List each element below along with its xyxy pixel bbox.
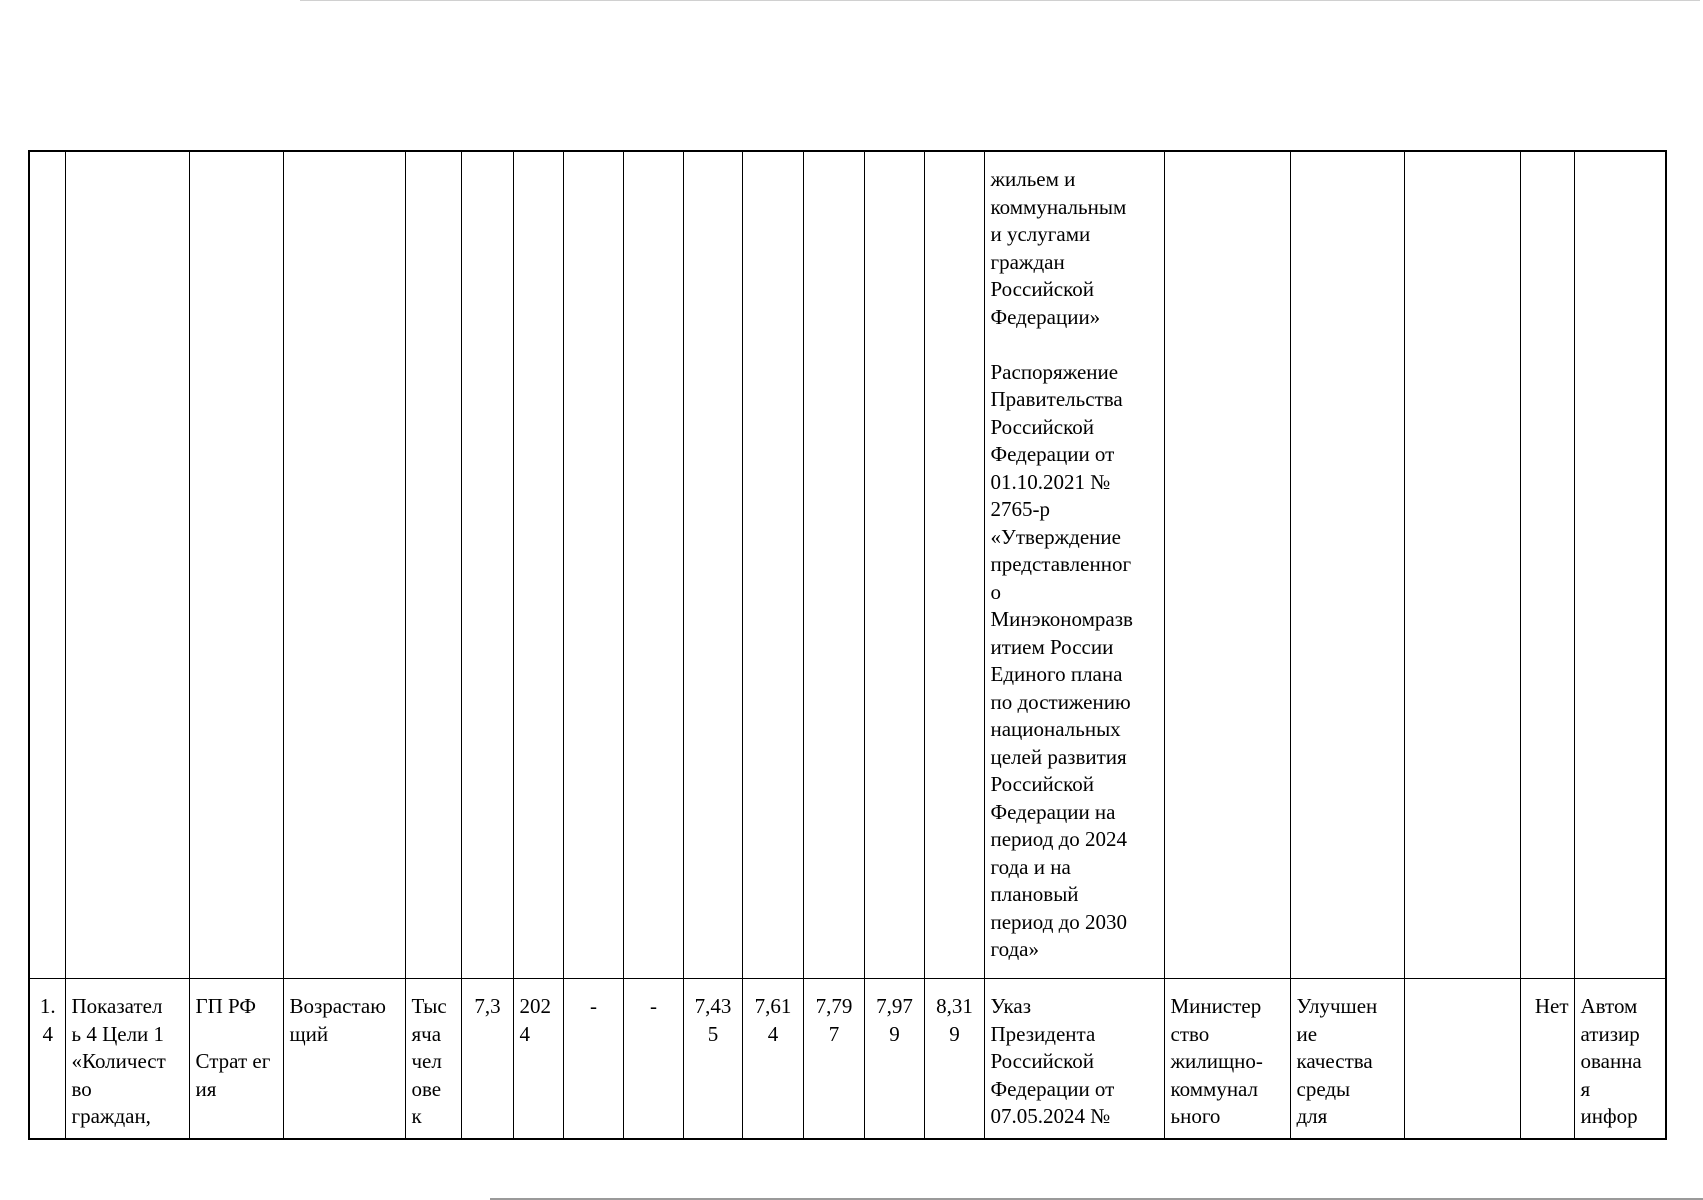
cell-empty bbox=[1520, 151, 1574, 979]
cell-value-2: - bbox=[623, 979, 683, 1140]
cell-empty bbox=[563, 151, 623, 979]
cell-empty bbox=[1164, 151, 1290, 979]
cell-info-system: Автом атизир ованна я инфор bbox=[1574, 979, 1666, 1140]
cell-empty bbox=[1404, 151, 1520, 979]
cell-responsible: Министер ство жилищно- коммунал ьного bbox=[1164, 979, 1290, 1140]
cell-empty bbox=[283, 151, 405, 979]
cell-empty bbox=[742, 151, 803, 979]
cell-empty bbox=[29, 151, 65, 979]
cell-level: ГП РФ Страт ег ия bbox=[189, 979, 283, 1140]
cell-empty bbox=[803, 151, 864, 979]
cell-value-1: - bbox=[563, 979, 623, 1140]
cell-row-number: 1. 4 bbox=[29, 979, 65, 1140]
cell-empty bbox=[65, 151, 189, 979]
cell-empty bbox=[864, 151, 924, 979]
table-row-continued bbox=[29, 151, 1666, 979]
cell-empty bbox=[924, 151, 984, 979]
cell-empty bbox=[1574, 151, 1666, 979]
cell-trend: Возрастаю щий bbox=[283, 979, 405, 1140]
cell-empty bbox=[405, 151, 461, 979]
cell-empty bbox=[623, 151, 683, 979]
cell-link: Улучшен ие качества среды для bbox=[1290, 979, 1404, 1140]
cell-value-6: 7,97 9 bbox=[864, 979, 924, 1140]
cell-legal-basis: Указ Президента Российской Федерации от 07.05.2024 № bbox=[984, 979, 1164, 1140]
cell-empty bbox=[189, 151, 283, 979]
cell-empty bbox=[1290, 151, 1404, 979]
cell-empty bbox=[683, 151, 742, 979]
table-row-indicator-1-4 bbox=[29, 979, 1666, 1140]
cell-base-value: 7,3 bbox=[461, 979, 513, 1140]
scan-edge-top bbox=[300, 0, 1700, 1]
cell-empty bbox=[513, 151, 563, 979]
cell-value-4: 7,61 4 bbox=[742, 979, 803, 1140]
cell-value-7: 8,31 9 bbox=[924, 979, 984, 1140]
cell-empty bbox=[461, 151, 513, 979]
cell-base-year: 202 4 bbox=[513, 979, 563, 1140]
cell-value-5: 7,79 7 bbox=[803, 979, 864, 1140]
cell-legal-basis-continued: жильем и коммунальным и услугами граждан Российской Федерации» Распоряжение Правительства Российской Федерации от 01.10.2021 № 2765-р «Утверждение представленног о Минэкономразв итием России Единого плана по достижению национальных целей развития Российской Федерации на период до 2024 года и на плановый период до 2030 года» bbox=[984, 151, 1164, 979]
cell-flag: Нет bbox=[1520, 979, 1574, 1140]
indicators-table bbox=[28, 150, 1667, 1140]
cell-extra bbox=[1404, 979, 1520, 1140]
cell-unit: Тыс яча чел ове к bbox=[405, 979, 461, 1140]
cell-value-3: 7,43 5 bbox=[683, 979, 742, 1140]
cell-indicator-name: Показател ь 4 Цели 1 «Количест во граждан, bbox=[65, 979, 189, 1140]
